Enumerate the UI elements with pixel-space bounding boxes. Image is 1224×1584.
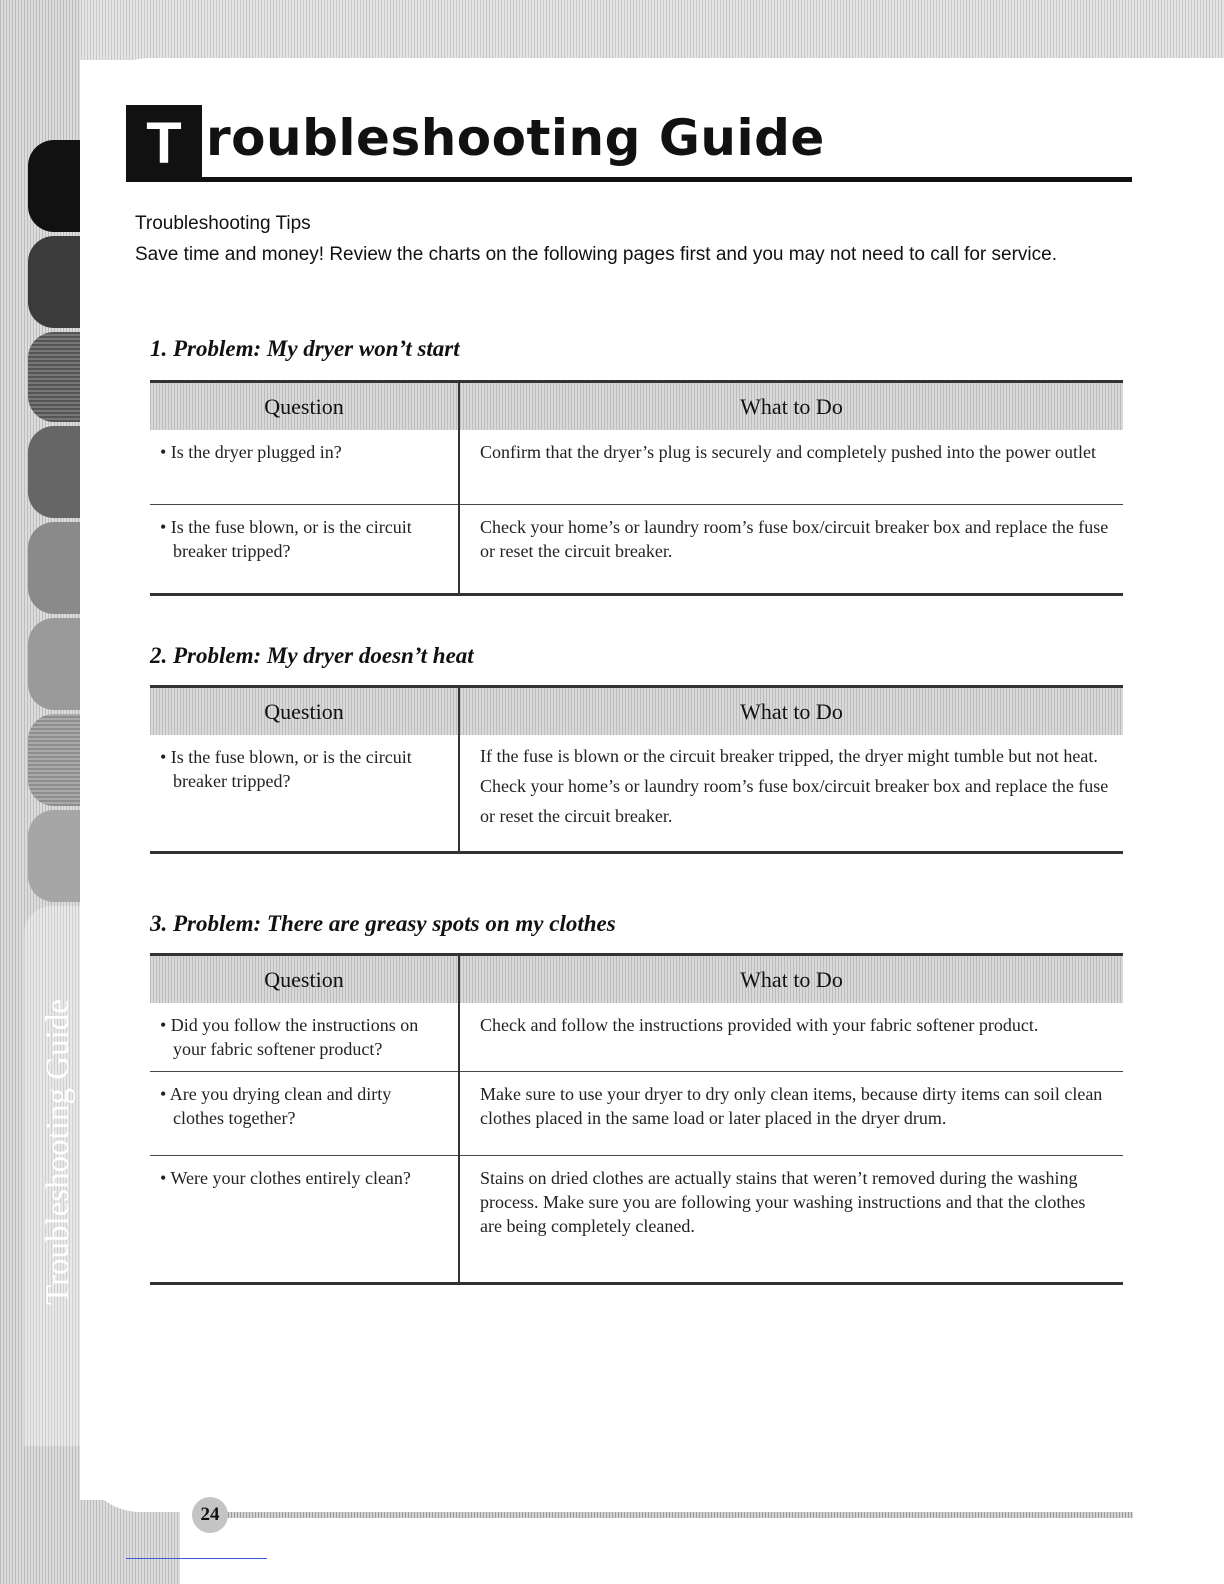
- question-text: • Are you drying clean and dirty clothes together?: [160, 1083, 392, 1128]
- table-row: [150, 430, 1123, 504]
- side-tab-label: [40, 1265, 77, 1305]
- side-tab-3[interactable]: [28, 332, 80, 422]
- problem-1-heading: 1. Problem: My dryer won’t start: [150, 336, 460, 361]
- intro-section: [135, 208, 1057, 270]
- question-cell: [150, 1003, 459, 1071]
- problem-3-table: [150, 953, 1123, 1285]
- intro-heading: Troubleshooting Tips: [135, 213, 311, 234]
- table-row: [150, 735, 1123, 852]
- question-text: • Is the dryer plugged in?: [160, 442, 342, 462]
- answer-cell: Stains on dried clothes are actually stains that weren’t removed during the washing process. Make sure you are following your washing instructions and that the clothes are being completely cleaned.: [459, 1155, 1123, 1283]
- side-tab-2[interactable]: [28, 236, 80, 328]
- side-tab-7[interactable]: [28, 714, 80, 806]
- question-cell: [150, 735, 459, 852]
- page-frame-top: [0, 0, 1224, 60]
- side-tab-8[interactable]: [28, 810, 80, 902]
- question-cell: [150, 430, 459, 504]
- problem-1-table: [150, 380, 1123, 596]
- page-number: 24: [192, 1497, 228, 1533]
- column-header-question: Question: [150, 955, 459, 1004]
- question-text: • Did you follow the instructions on your fabric softener product?: [160, 1015, 419, 1059]
- column-header-what-to-do: What to Do: [459, 955, 1123, 1004]
- page-frame-bottom: [0, 1500, 180, 1584]
- page-title: [126, 105, 1132, 182]
- scan-underline: [126, 1558, 267, 1559]
- side-tab-4[interactable]: [28, 426, 80, 518]
- table-header-row: [150, 382, 1123, 431]
- side-tab-5[interactable]: [28, 522, 80, 614]
- problem-3-heading: 3. Problem: There are greasy spots on my clothes: [150, 911, 616, 936]
- table-header-row: [150, 687, 1123, 736]
- table-header-row: [150, 955, 1123, 1004]
- table-row: [150, 1071, 1123, 1155]
- answer-cell: Make sure to use your dryer to dry only clean items, because dirty items can soil clean clothes placed in the same load or later placed in the dryer drum.: [459, 1071, 1123, 1155]
- column-header-what-to-do: What to Do: [459, 687, 1123, 736]
- answer-cell: Confirm that the dryer’s plug is securely and completely pushed into the power outlet: [459, 430, 1123, 504]
- question-text: • Is the fuse blown, or is the circuit breaker tripped?: [160, 516, 412, 561]
- question-text: • Were your clothes entirely clean?: [160, 1167, 411, 1188]
- table-row: [150, 1155, 1123, 1283]
- column-header-question: Question: [150, 382, 459, 431]
- answer-cell: Check your home’s or laundry room’s fuse box/circuit breaker box and replace the fuse or reset the circuit breaker.: [459, 504, 1123, 594]
- answer-cell: Check and follow the instructions provided with your fabric softener product.: [459, 1003, 1123, 1071]
- answer-cell: If the fuse is blown or the circuit breaker tripped, the dryer might tumble but not heat. Check your home’s or laundry room’s fuse box/circuit breaker box and replace the fuse or reset the circuit breaker.: [459, 735, 1123, 852]
- problem-2-heading: 2. Problem: My dryer doesn’t heat: [150, 643, 474, 668]
- question-cell: [150, 504, 459, 594]
- side-tab-1[interactable]: [28, 140, 80, 232]
- question-cell: [150, 1155, 459, 1283]
- column-header-what-to-do: What to Do: [459, 382, 1123, 431]
- title-text: roubleshooting Guide: [206, 109, 825, 167]
- table-row: [150, 1003, 1123, 1071]
- title-initial-badge: T: [126, 105, 202, 177]
- question-cell: [150, 1071, 459, 1155]
- side-tab-6[interactable]: [28, 618, 80, 710]
- table-row: [150, 504, 1123, 594]
- footer-rule: [225, 1512, 1133, 1518]
- column-header-question: Question: [150, 687, 459, 736]
- intro-text: Save time and money! Review the charts on the following pages first and you may not need to call for service.: [135, 244, 1057, 265]
- question-text: • Is the fuse blown, or is the circuit breaker tripped?: [160, 747, 412, 791]
- problem-2-table: [150, 685, 1123, 854]
